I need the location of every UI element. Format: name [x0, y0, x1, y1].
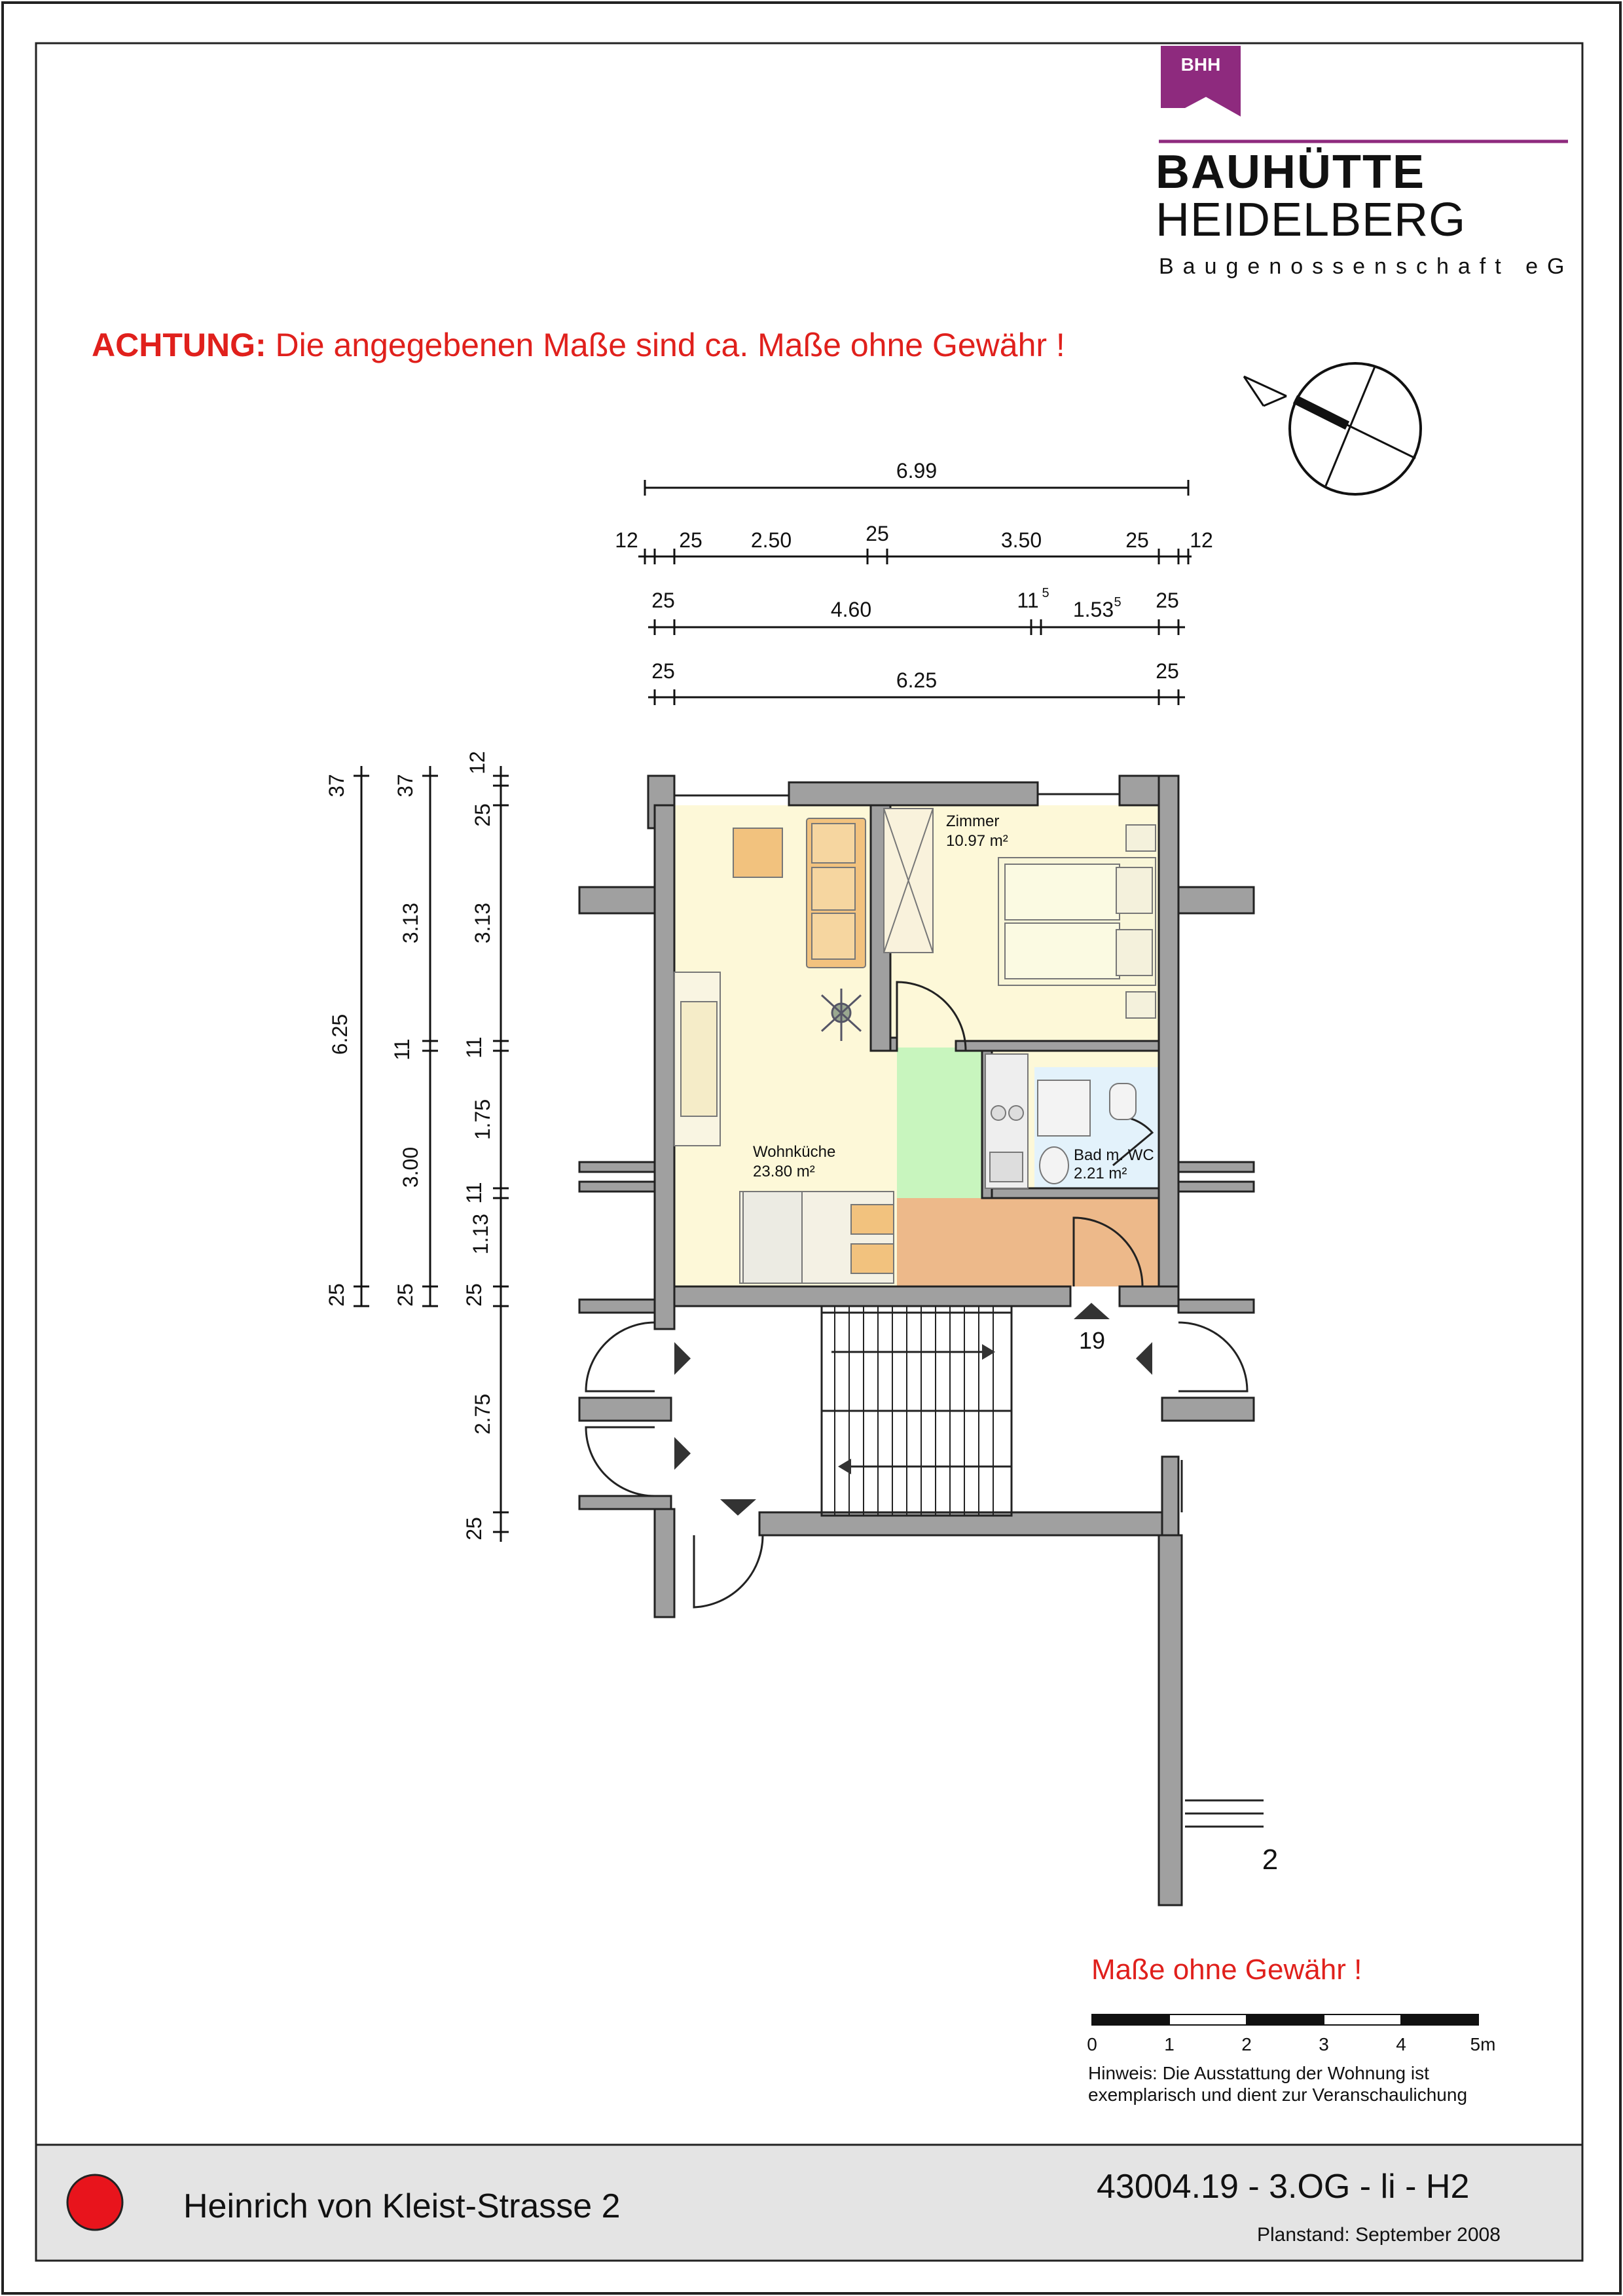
logo-badge: BHH [1180, 54, 1221, 75]
dim-left-c10: 25 [462, 1517, 486, 1540]
warning-text: Die angegebenen Maße sind ca. Maße ohne Gewähr ! [275, 327, 1065, 363]
compass-icon [1244, 363, 1421, 494]
dim-top-5: 3.50 [1000, 528, 1042, 552]
dim-top-2: 25 [679, 528, 702, 552]
dim-mid-5: 25 [1156, 589, 1179, 612]
scale-label-3: 3 [1319, 2034, 1329, 2054]
dim-top-6: 25 [1125, 528, 1149, 552]
scale-label-5: 5m [1470, 2034, 1496, 2054]
dim-overall: 6.99 [896, 459, 938, 483]
planstand: Planstand: September 2008 [1257, 2224, 1501, 2246]
dim-bot-2: 6.25 [896, 668, 938, 692]
scale-label-2: 2 [1241, 2034, 1252, 2054]
dim-left-c3: 3.13 [471, 902, 494, 944]
hint-line2: exemplarisch und dient zur Veranschaulichung [1088, 2085, 1468, 2105]
dim-mid-1: 25 [651, 589, 675, 612]
dim-left-c5: 1.75 [471, 1099, 494, 1140]
staircase [822, 1306, 1012, 1516]
logo-line1: BAUHÜTTE [1156, 146, 1425, 198]
warning-label: ACHTUNG: [92, 327, 266, 363]
status-dot [67, 2175, 122, 2230]
dim-left-b1: 37 [393, 774, 417, 797]
hint-line1: Hinweis: Die Ausstattung der Wohnung ist [1088, 2063, 1429, 2083]
logo-line2: HEIDELBERG [1156, 194, 1467, 246]
dim-mid-4: 1.53 [1072, 598, 1114, 621]
dim-left-b2: 3.13 [399, 902, 422, 944]
dim-left-b3: 11 [390, 1038, 414, 1061]
room-area-wohnkueche: 23.80 m² [753, 1163, 815, 1180]
warning [92, 326, 1065, 364]
logo-text [1156, 46, 1575, 295]
scale-label-0: 0 [1087, 2034, 1097, 2054]
scale-note: Maße ohne Gewähr ! [1091, 1954, 1362, 1986]
scale-label-4: 4 [1396, 2034, 1406, 2054]
dim-left-c4: 11 [462, 1036, 486, 1059]
room-area-zimmer: 10.97 m² [946, 832, 1008, 850]
room-name-bad: Bad m. WC [1074, 1146, 1154, 1164]
dim-mid-3: 11 [1017, 589, 1039, 612]
room-area-bad: 2.21 m² [1074, 1165, 1127, 1182]
dim-left-c1: 12 [465, 751, 489, 774]
logo-line3: Baugenossenschaft eG [1159, 254, 1574, 279]
scale-label-1: 1 [1164, 2034, 1175, 2054]
dim-mid-3-sup: 5 [1042, 586, 1049, 600]
hall-floor [897, 1198, 1159, 1286]
green-floor [897, 1048, 982, 1198]
dim-left-c6: 11 [462, 1182, 486, 1204]
dim-left-a3: 25 [325, 1283, 348, 1307]
plan-code: 43004.19 - 3.OG - li - H2 [1097, 2168, 1470, 2206]
dim-top-1: 12 [615, 528, 638, 552]
scale-bar [1092, 2014, 1478, 2025]
building-number: 2 [1262, 1844, 1279, 1876]
room-name-wohnkueche: Wohnküche [753, 1143, 836, 1161]
hint [1088, 2062, 1467, 2105]
room-name-zimmer: Zimmer [946, 812, 1000, 830]
dim-left-a2: 6.25 [328, 1013, 352, 1055]
dim-bot-1: 25 [651, 659, 675, 683]
dim-left-c8: 25 [462, 1283, 486, 1307]
dim-bot-3: 25 [1156, 659, 1179, 683]
dim-left-c7: 1.13 [469, 1213, 492, 1255]
dim-left-b4: 3.00 [399, 1146, 422, 1188]
dim-left-a1: 37 [325, 774, 348, 797]
dim-top-7: 12 [1190, 528, 1213, 552]
dim-top-3: 2.50 [750, 528, 792, 552]
dim-left-b5: 25 [393, 1283, 417, 1307]
dim-left-c2: 25 [471, 803, 494, 827]
address: Heinrich von Kleist-Strasse 2 [183, 2187, 621, 2225]
dim-left-c9: 2.75 [471, 1393, 494, 1435]
dim-top-4: 25 [866, 522, 889, 545]
dim-mid-4-sup: 5 [1114, 595, 1122, 610]
unit-number: 19 [1078, 1327, 1106, 1354]
dim-mid-2: 4.60 [830, 598, 872, 621]
floor-plan [579, 776, 1278, 1905]
